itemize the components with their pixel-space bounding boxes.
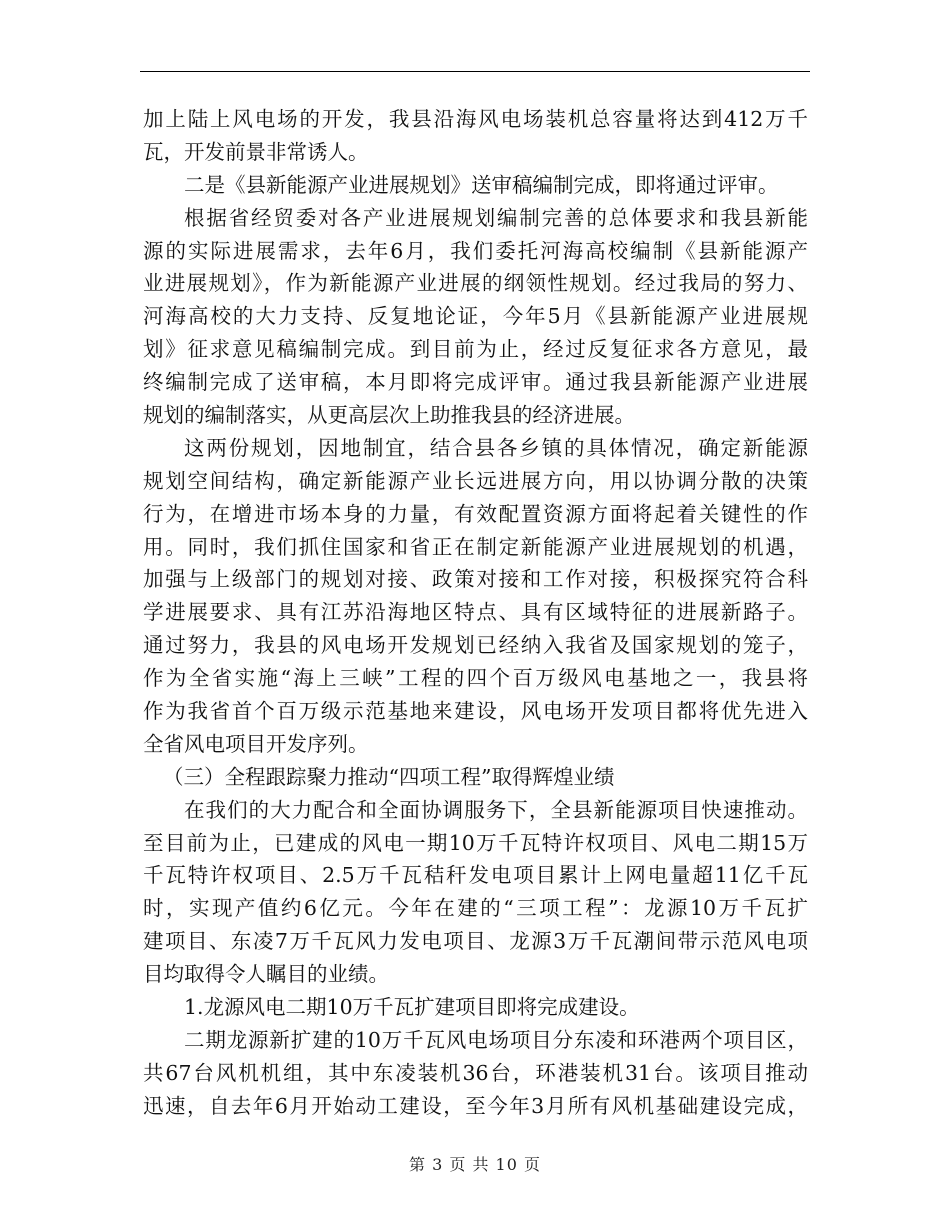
text-line: 根据省经贸委对各产业进展规划编制完善的总体要求和我县新能 xyxy=(184,205,808,230)
text-line: 至目前为止，已建成的风电一期10万千瓦特许权项目、风电二期15万 xyxy=(143,830,808,855)
section-heading: （三）全程跟踪聚力推动“四项工程”取得辉煌业绩 xyxy=(163,764,615,789)
text-line: 源的实际进展需求，去年6月，我们委托河海高校编制《县新能源产 xyxy=(143,238,808,263)
text-line: 全省风电项目开发序列。 xyxy=(143,731,369,756)
text-line: 业进展规划》，作为新能源产业进展的纲领性规划。经过我局的努力、 xyxy=(143,271,808,296)
text-line: 作为全省实施“海上三峡”工程的四个百万级风电基地之一，我县将 xyxy=(143,666,808,691)
text-line: 在我们的大力配合和全面协调服务下，全县新能源项目快速推动。 xyxy=(184,797,808,822)
text-line: 目均取得令人瞩目的业绩。 xyxy=(143,962,389,987)
text-line: 行为，在增进市场本身的力量，有效配置资源方面将起着关键性的作 xyxy=(143,501,808,526)
text-line: 瓦，开发前景非常诱人。 xyxy=(143,139,369,164)
text-line: 终编制完成了送审稿，本月即将完成评审。通过我县新能源产业进展 xyxy=(143,370,808,395)
text-line: 划》征求意见稿编制完成。到目前为止，经过反复征求各方意见，最 xyxy=(143,337,808,362)
text-line: 学进展要求、具有江苏沿海地区特点、具有区域特征的进展新路子。 xyxy=(143,600,808,625)
text-line: 加上陆上风电场的开发，我县沿海风电场装机总容量将达到412万千 xyxy=(143,107,808,131)
text-line: 千瓦特许权项目、2.5万千瓦秸秆发电项目累计上网电量超11亿千瓦 xyxy=(143,863,808,888)
text-line: 规划的编制落实，从更高层次上助推我县的经济进展。 xyxy=(143,403,635,428)
text-line: 作为我省首个百万级示范基地来建设，风电场开发项目都将优先进入 xyxy=(143,699,808,724)
text-line: 这两份规划，因地制宜，结合县各乡镇的具体情况，确定新能源 xyxy=(184,435,808,460)
text-line: 用。同时，我们抓住国家和省正在制定新能源产业进展规划的机遇， xyxy=(143,534,808,559)
text-line: 迅速，自去年6月开始动工建设，至今年3月所有风机基础建设完成， xyxy=(143,1093,808,1118)
text-line: 共67台风机机组，其中东凌装机36台，环港装机31台。该项目推动 xyxy=(143,1060,808,1085)
text-line: 河海高校的大力支持、反复地论证，今年5月《县新能源产业进展规 xyxy=(143,304,808,329)
text-line: 加强与上级部门的规划对接、政策对接和工作对接，积极探究符合科 xyxy=(143,567,808,592)
document-body xyxy=(143,103,808,1123)
text-line: 时，实现产值约6亿元。今年在建的“三项工程”：龙源10万千瓦扩 xyxy=(143,896,808,921)
page-footer: 第 3 页 共 10 页 xyxy=(409,1155,541,1174)
subsection-heading: 1.龙源风电二期10万千瓦扩建项目即将完成建设。 xyxy=(184,995,640,1020)
text-line: 二期龙源新扩建的10万千瓦风电场项目分东凌和环港两个项目区， xyxy=(184,1027,808,1052)
text-line: 规划空间结构，确定新能源产业长远进展方向，用以协调分散的决策 xyxy=(143,468,808,493)
header-rule xyxy=(140,71,810,72)
text-line: 二是《县新能源产业进展规划》送审稿编制完成，即将通过评审。 xyxy=(184,172,779,197)
text-line: 通过努力，我县的风电场开发规划已经纳入我省及国家规划的笼子， xyxy=(143,633,808,658)
text-line: 建项目、东凌7万千瓦风力发电项目、龙源3万千瓦潮间带示范风电项 xyxy=(143,929,808,954)
